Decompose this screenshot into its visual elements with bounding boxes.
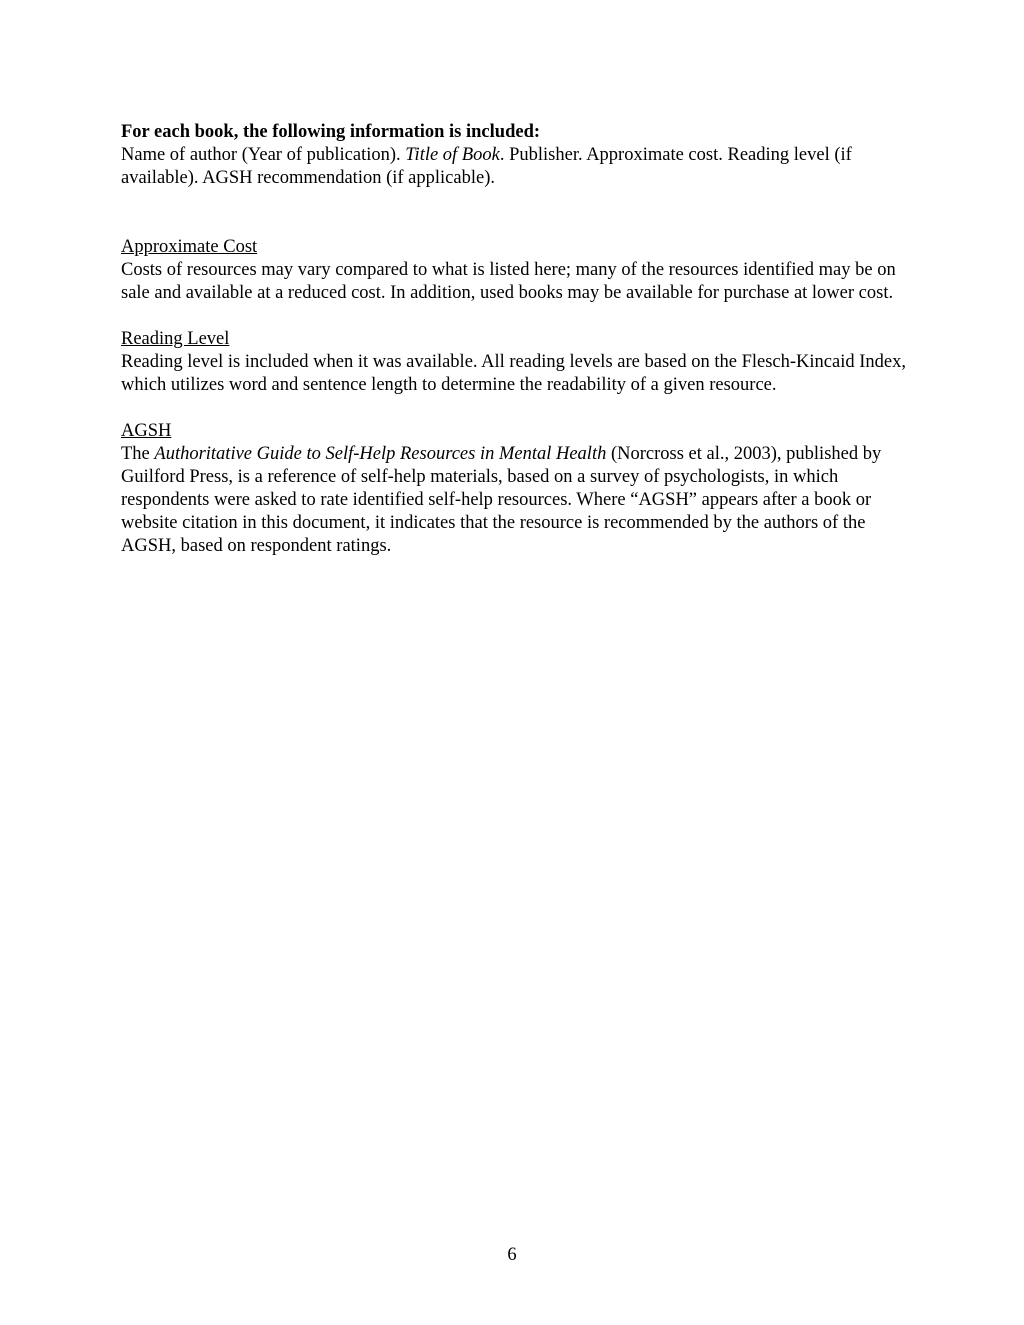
section-reading-level [121,328,911,397]
agsh-body-part2: (Norcross et al., 2003), published by Guilford Press, is a reference of self-help materials, based on a survey of psychologists, in which respondents were asked to rate identified self-help resources. Where “AGSH” appears after a book or website citation in this document, it indicates that the resource is recommended by the authors of the AGSH, based on respondent ratings. [121,444,882,556]
section-heading-reading: Reading Level [121,329,230,349]
intro-heading: For each book, the following information is included: [121,122,541,142]
citation-format-part2: . Publisher. Approximate cost. Reading level (if available). AGSH recommendation (if applicable). [121,145,852,188]
section-approximate-cost [121,236,911,305]
citation-format-title: Title of Book [405,145,500,165]
section-body-agsh [121,443,911,558]
document-body [121,121,911,558]
section-body-reading: Reading level is included when it was available. All reading levels are based on the Flesch-Kincaid Index, which utilizes word and sentence length to determine the readability of a given resource. [121,352,906,395]
section-heading-agsh: AGSH [121,421,172,441]
citation-format-line [121,144,911,190]
agsh-body-title: Authoritative Guide to Self-Help Resources in Mental Health [154,444,607,464]
citation-format-part1: Name of author (Year of publication). [121,145,406,165]
intro-block [121,121,911,190]
section-agsh [121,420,911,558]
page-number: 6 [507,1245,517,1265]
section-heading-cost: Approximate Cost [121,237,258,257]
agsh-body-part1: The [121,444,155,464]
section-body-cost: Costs of resources may vary compared to what is listed here; many of the resources identified may be on sale and available at a reduced cost. In addition, used books may be available for purchase at lower cost. [121,260,896,303]
